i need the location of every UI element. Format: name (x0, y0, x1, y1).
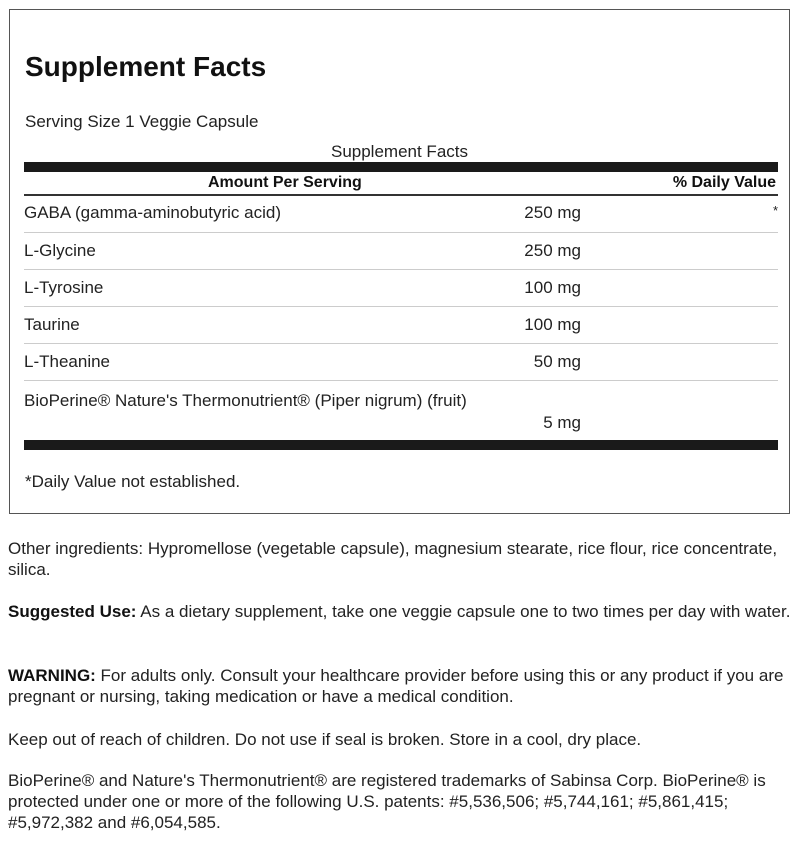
suggested-use-text: As a dietary supplement, take one veggie capsule one to two times per day with water. (136, 602, 791, 621)
daily-value-footnote: *Daily Value not established. (25, 472, 241, 491)
table-row (24, 381, 778, 440)
panel-title: Supplement Facts (25, 51, 267, 82)
ingredient-name: BioPerine® Nature's Thermonutrient® (Piper nigrum) (fruit) (24, 391, 467, 410)
other-ingredients: Other ingredients: Hypromellose (vegetable capsule), magnesium stearate, rice flour, rice concentrate, silica. (8, 539, 778, 579)
suggested-use (8, 601, 792, 622)
ingredient-name: L-Glycine (24, 241, 96, 260)
table-row (24, 344, 778, 381)
trademark-notice: BioPerine® and Nature's Thermonutrient® are registered trademarks of Sabinsa Corp. BioPerine® is protected under one or more of the following U.S. patents: #5,536,506; #5,744,161; #5,861,415; #5,972,382 and #6,054,585. (8, 771, 766, 832)
table-header (24, 172, 778, 194)
ingredient-name: L-Theanine (24, 352, 111, 371)
supplement-facts-panel (9, 9, 790, 514)
ingredient-amount: 100 mg (524, 315, 581, 334)
table-top-rule (24, 162, 778, 172)
warning-text: For adults only. Consult your healthcare provider before using this or any product if you are pregnant or nursing, taking medication or have a medical condition. (8, 666, 784, 706)
table-row (24, 233, 778, 270)
header-daily-value: % Daily Value (672, 174, 776, 191)
table-row (24, 270, 778, 307)
table-row (24, 307, 778, 344)
ingredient-amount: 250 mg (524, 203, 581, 222)
serving-size: Serving Size 1 Veggie Capsule (25, 112, 259, 131)
table-row (24, 196, 778, 233)
warning-label: WARNING: (8, 666, 96, 685)
warning (8, 665, 792, 707)
storage-instructions: Keep out of reach of children. Do not use if seal is broken. Store in a cool, dry place. (8, 730, 642, 749)
ingredient-daily-value: * (772, 203, 778, 218)
ingredient-name: L-Tyrosine (24, 278, 104, 297)
ingredient-name: Taurine (24, 315, 80, 334)
table-bottom-rule (24, 440, 778, 450)
ingredient-amount: 250 mg (524, 241, 581, 260)
ingredient-name: GABA (gamma-aminobutyric acid) (24, 203, 281, 222)
ingredient-amount: 5 mg (543, 413, 581, 432)
suggested-use-label: Suggested Use: (8, 602, 137, 621)
ingredient-amount: 100 mg (524, 278, 581, 297)
header-amount-per-serving: Amount Per Serving (208, 174, 362, 191)
ingredient-amount: 50 mg (533, 352, 581, 371)
table-caption: Supplement Facts (330, 142, 468, 161)
